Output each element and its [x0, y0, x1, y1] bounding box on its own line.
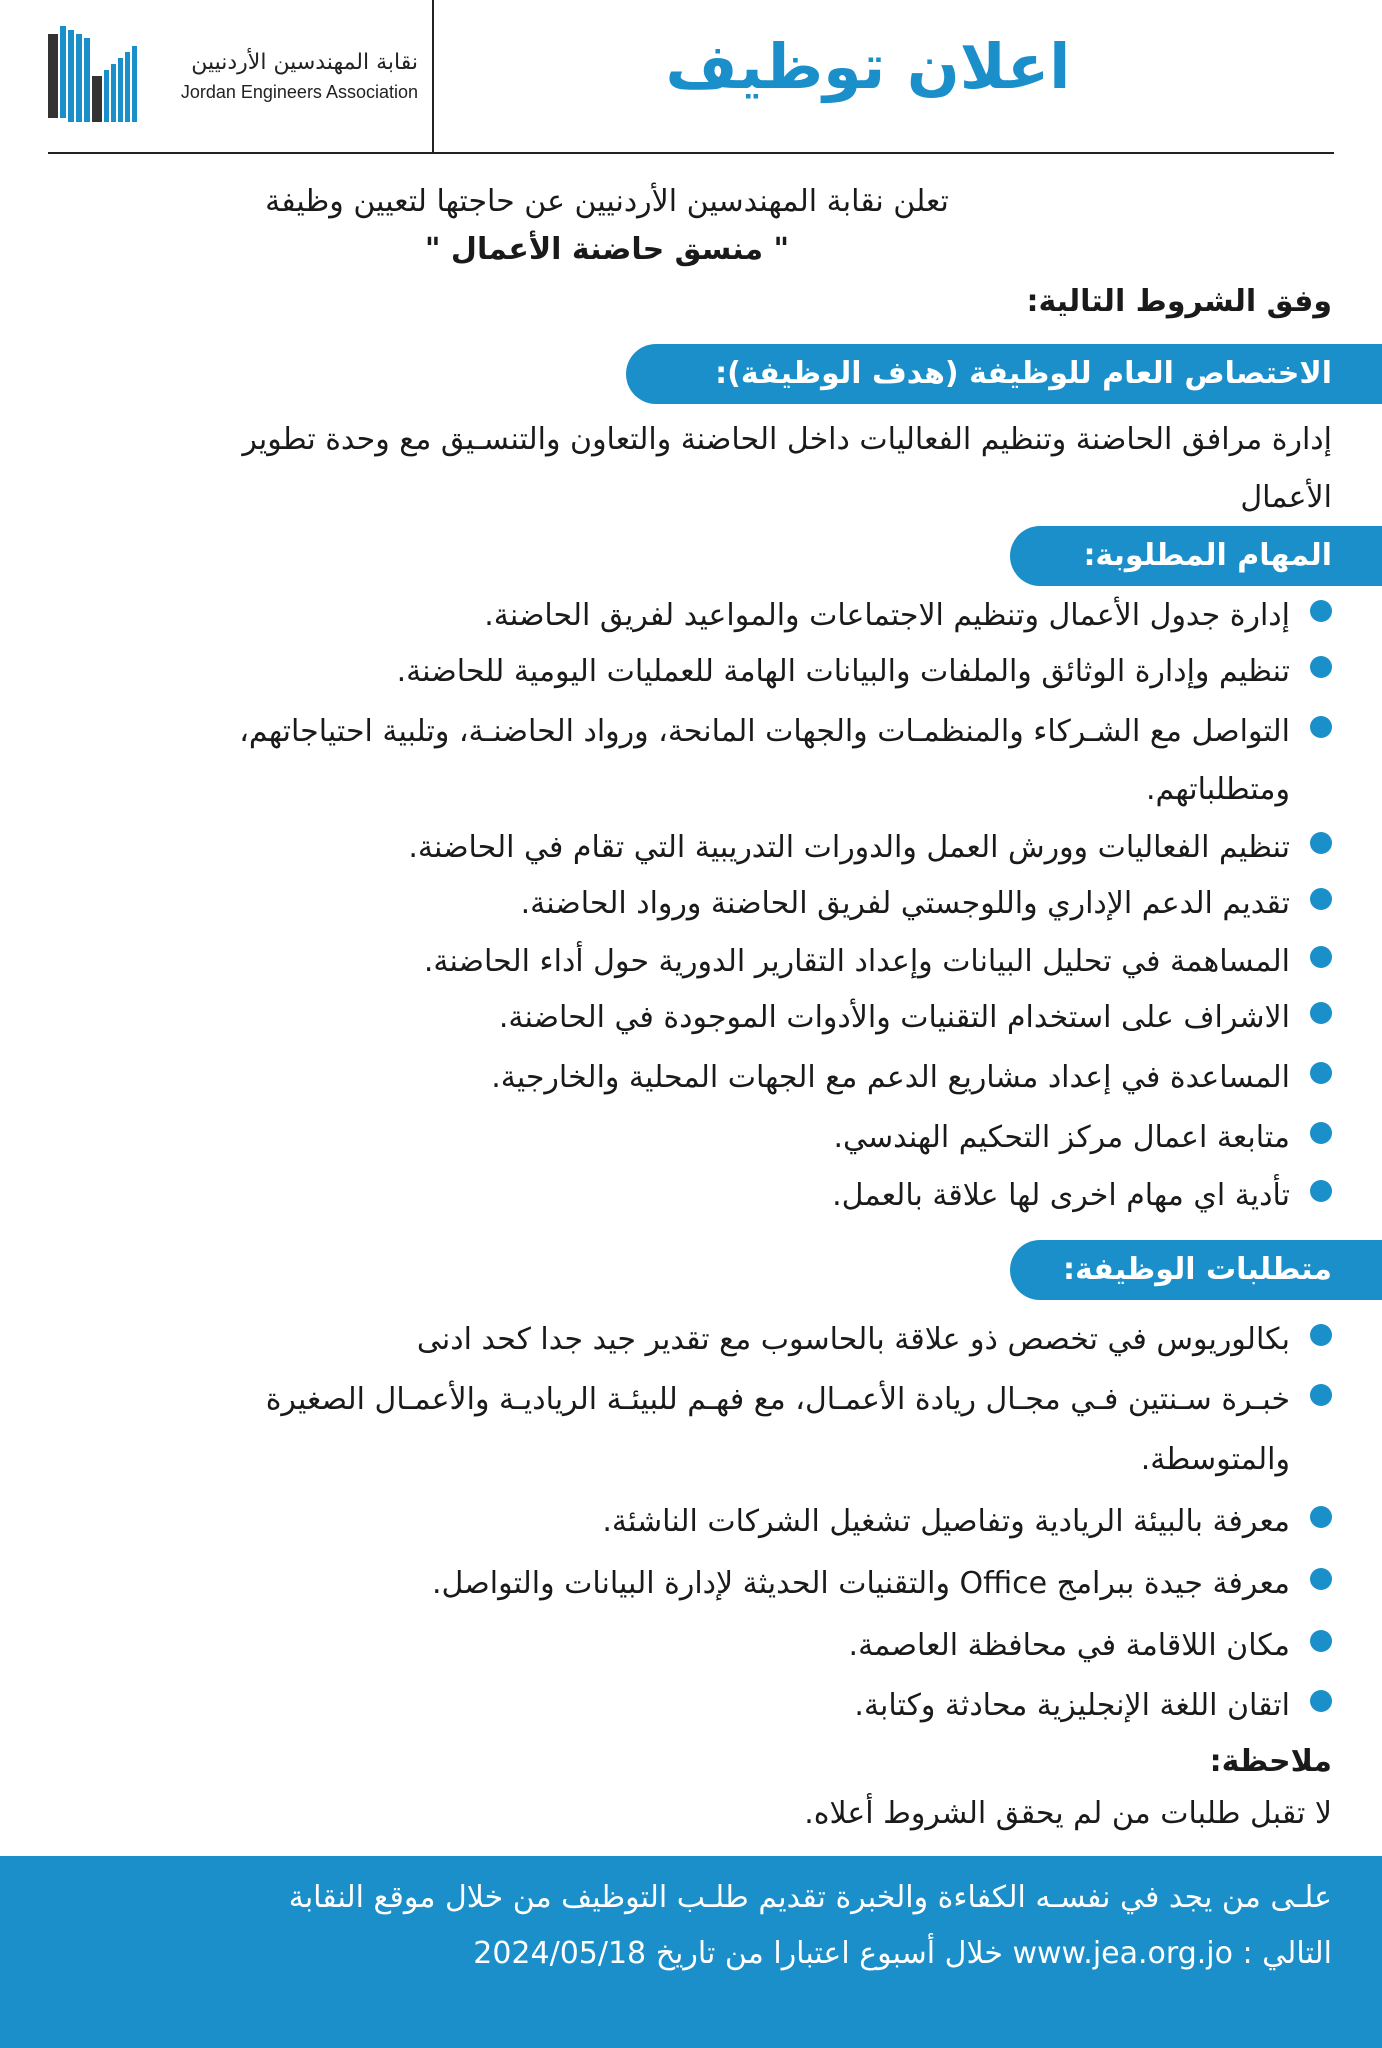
footer-text-line1: علـى من يجد في نفسـه الكفاءة والخبرة تقديم طلـب التوظيف من خلال موقع النقابة — [288, 1880, 1332, 1915]
list-item: المساهمة في تحليل البيانات وإعداد التقارير الدورية حول أداء الحاضنة. — [32, 932, 1332, 992]
bullet-icon — [1310, 888, 1332, 910]
org-name-english: Jordan Engineers Association — [180, 82, 418, 102]
list-item: التواصل مع الشـركاء والمنظمـات والجهات المانحة، ورواد الحاضنـة، وتلبية احتياجاتهم، — [32, 702, 1332, 762]
conditions-heading: وفق الشروط التالية: — [1026, 284, 1332, 319]
header-divider — [432, 0, 434, 152]
list-item: المساعدة في إعداد مشاريع الدعم مع الجهات المحلية والخارجية. — [32, 1048, 1332, 1108]
list-item: متابعة اعمال مركز التحكيم الهندسي. — [32, 1108, 1332, 1168]
bullet-icon — [1310, 832, 1332, 854]
list-item: تنظيم الفعاليات وورش العمل والدورات التدريبية التي تقام في الحاضنة. — [32, 818, 1332, 878]
list-item: إدارة جدول الأعمال وتنظيم الاجتماعات والمواعيد لفريق الحاضنة. — [32, 586, 1332, 646]
footer-text-line2: التالي : www.jea.org.jo خلال أسبوع اعتبارا من تاريخ 2024/05/18 — [473, 1936, 1332, 1971]
bullet-icon — [1310, 600, 1332, 622]
list-item: خبـرة سـنتين فـي مجـال ريادة الأعمـال، مع فهـم للبيئـة الرياديـة والأعمـال الصغيرة — [32, 1370, 1332, 1430]
header — [48, 0, 1334, 154]
bullet-icon — [1310, 656, 1332, 678]
footer-banner — [0, 1856, 1382, 2048]
list-item: مكان اللاقامة في محافظة العاصمة. — [32, 1616, 1332, 1676]
bullet-icon — [1310, 1630, 1332, 1652]
list-item: معرفة جيدة ببرامج Office والتقنيات الحديثة لإدارة البيانات والتواصل. — [32, 1554, 1332, 1614]
list-item: معرفة بالبيئة الريادية وتفاصيل تشغيل الشركات الناشئة. — [32, 1492, 1332, 1552]
general-text-line1: إدارة مرافق الحاضنة وتنظيم الفعاليات داخل الحاضنة والتعاون والتنسـيق مع وحدة تطوير — [242, 422, 1332, 457]
tasks-heading: المهام المطلوبة: — [1010, 526, 1382, 586]
intro-text: تعلن نقابة المهندسين الأردنيين عن حاجتها لتعيين وظيفة — [265, 184, 949, 219]
bullet-icon — [1310, 1062, 1332, 1084]
bullet-icon — [1310, 716, 1332, 738]
job-title: " منسق حاضنة الأعمال " — [424, 232, 790, 267]
org-name-arabic: نقابة المهندسين الأردنيين — [191, 50, 418, 75]
note-heading: ملاحظة: — [1209, 1744, 1332, 1779]
jea-logo-icon — [48, 26, 138, 126]
list-item-continuation: ومتطلباتهم. — [1145, 772, 1290, 807]
general-heading: الاختصاص العام للوظيفة (هدف الوظيفة): — [626, 344, 1382, 404]
bullet-icon — [1310, 1180, 1332, 1202]
bullet-icon — [1310, 1568, 1332, 1590]
list-item: تأدية اي مهام اخرى لها علاقة بالعمل. — [32, 1166, 1332, 1226]
organization-logo — [48, 26, 418, 126]
list-item-continuation: والمتوسطة. — [1140, 1442, 1290, 1477]
bullet-icon — [1310, 1384, 1332, 1406]
bullet-icon — [1310, 1324, 1332, 1346]
list-item: تقديم الدعم الإداري واللوجستي لفريق الحاضنة ورواد الحاضنة. — [32, 874, 1332, 934]
requirements-heading: متطلبات الوظيفة: — [1010, 1240, 1382, 1300]
bullet-icon — [1310, 1002, 1332, 1024]
bullet-icon — [1310, 1690, 1332, 1712]
bullet-icon — [1310, 946, 1332, 968]
note-text: لا تقبل طلبات من لم يحقق الشروط أعلاه. — [804, 1796, 1332, 1831]
page-title: اعلان توظيف — [665, 30, 1071, 103]
list-item: تنظيم وإدارة الوثائق والملفات والبيانات الهامة للعمليات اليومية للحاضنة. — [32, 642, 1332, 702]
list-item: بكالوريوس في تخصص ذو علاقة بالحاسوب مع تقدير جيد جدا كحد ادنى — [32, 1310, 1332, 1370]
bullet-icon — [1310, 1122, 1332, 1144]
general-text-line2: الأعمال — [1240, 480, 1332, 515]
list-item: الاشراف على استخدام التقنيات والأدوات الموجودة في الحاضنة. — [32, 988, 1332, 1048]
bullet-icon — [1310, 1506, 1332, 1528]
list-item: اتقان اللغة الإنجليزية محادثة وكتابة. — [32, 1676, 1332, 1736]
